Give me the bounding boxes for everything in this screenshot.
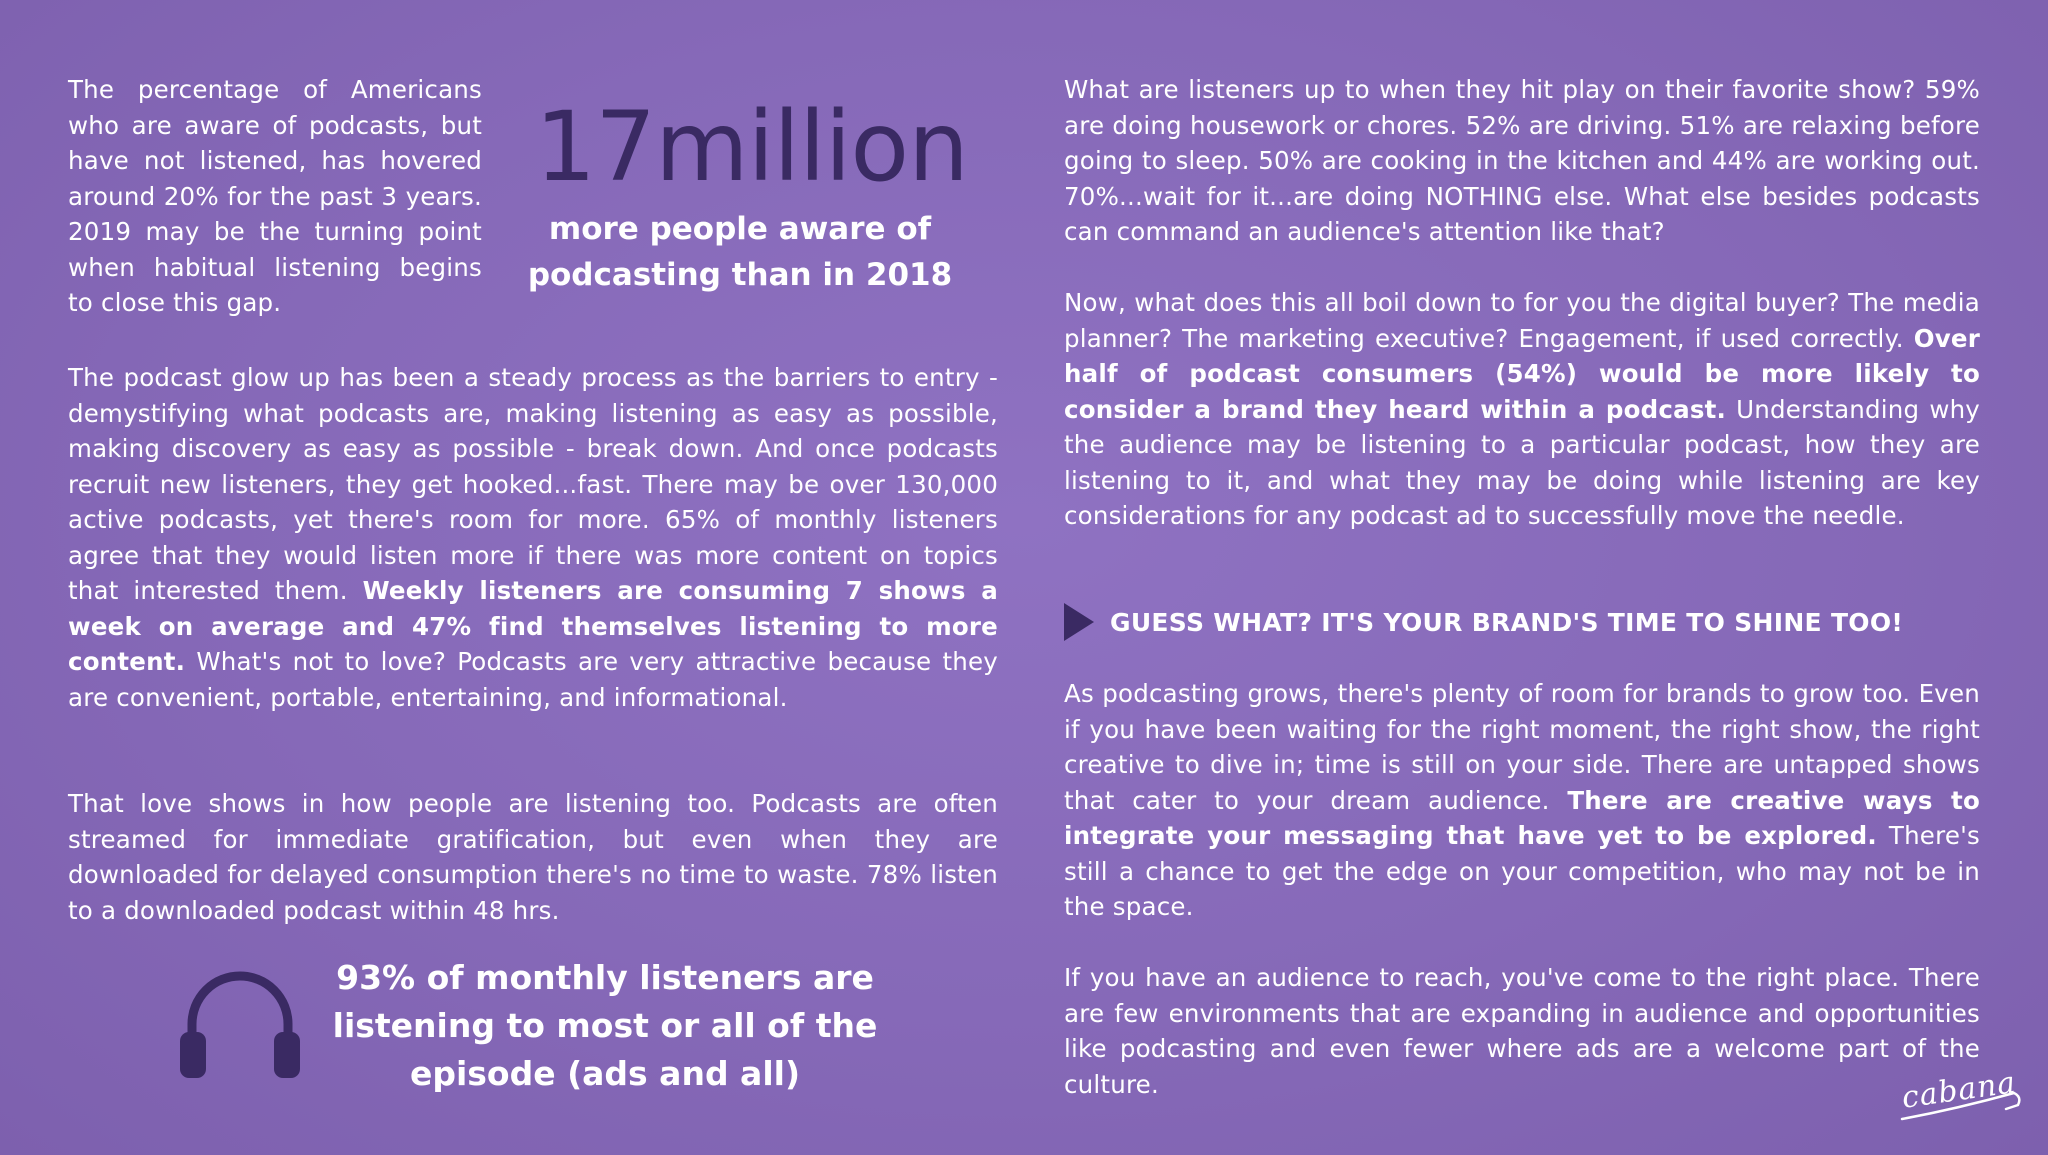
headphones-icon	[178, 962, 302, 1080]
cabana-logo	[1896, 1065, 2026, 1127]
listeners-activity-paragraph: What are listeners up to when they hit play on their favorite show? 59% are doing housework or chores. 52% are driving. 51% are relaxing before going to sleep. 50% are cooking in the kitchen and 44% are working out. 70%...wait for it...are doing NOTHING else. What else besides podcasts can command an audience's attention like that?	[1064, 75, 1980, 246]
brands-grow-paragraph	[1064, 676, 1980, 925]
glow-up-paragraph	[68, 360, 998, 715]
buyer-bold-text: Over half of podcast consumers (54%) would be more likely to consider a brand they heard within a podcast.	[1064, 323, 1980, 424]
glow-text-b: What's not to love? Podcasts are very attractive because they are convenient, portable, entertaining, and informational.	[68, 647, 998, 712]
intro-paragraph: The percentage of Americans who are aware of podcasts, but have not listened, has hovered around 20% for the past 3 years. 2019 may be the turning point when habitual listening begins to close this gap.	[68, 75, 482, 317]
section-heading-text: GUESS WHAT? IT'S YOUR BRAND'S TIME TO SHINE TOO!	[1110, 607, 1904, 637]
audience-reach-paragraph: If you have an audience to reach, you've come to the right place. There are few environments that are expanding in audience and opportunities like podcasting and even fewer where ads are a welcome part of the culture.	[1064, 963, 1980, 1099]
grows-text-b: There's still a chance to get the edge on your competition, who may not be in the space.	[1064, 821, 1980, 921]
stat-number: 17million	[535, 91, 968, 203]
section-heading	[1064, 600, 1980, 644]
glow-text-a: The podcast glow up has been a steady process as the barriers to entry - demystifying what podcasts are, making listening as easy as possible, making discovery as easy as possible - break down. And once podcasts recruit new listeners, they get hooked...fast. There may be over 130,000 active podcasts, yet there's room for more. 65% of monthly listeners agree that they would listen more if there was more content on topics that interested them.	[68, 363, 998, 605]
callout-stat: 93% of monthly listeners are listening to most or all of the episode (ads and all)	[332, 958, 878, 1093]
play-icon	[1064, 603, 1094, 641]
logo-text: cabana	[1899, 1065, 2019, 1116]
logo-bubble-icon	[1896, 1079, 2026, 1127]
grows-bold-text: There are creative ways to integrate your messaging that have yet to be explored.	[1064, 785, 1981, 850]
digital-buyer-paragraph	[1064, 285, 1980, 534]
stat-caption: more people aware of podcasting than in 2018	[527, 211, 953, 293]
grows-text-a: As podcasting grows, there's plenty of room for brands to grow too. Even if you have been waiting for the right moment, the right show, the right creative to dive in; time is still on your side. There are untapped shows that cater to your dream audience.	[1064, 679, 1980, 815]
listening-love-paragraph: That love shows in how people are listening too. Podcasts are often streamed for immediate gratification, but even when they are downloaded for delayed consumption there's no time to waste. 78% listen to a downloaded podcast within 48 hrs.	[68, 789, 998, 925]
buyer-text-a: Now, what does this all boil down to for you the digital buyer? The media planner? The marketing executive? Engagement, if used correctly.	[1064, 288, 1980, 353]
buyer-text-b: Understanding why the audience may be listening to a particular podcast, how they are listening to it, and what they may be doing while listening are key considerations for any podcast ad to successfully move the needle.	[1064, 394, 1981, 530]
glow-bold-text: Weekly listeners are consuming 7 shows a week on average and 47% find themselves listening to more content.	[68, 576, 998, 676]
